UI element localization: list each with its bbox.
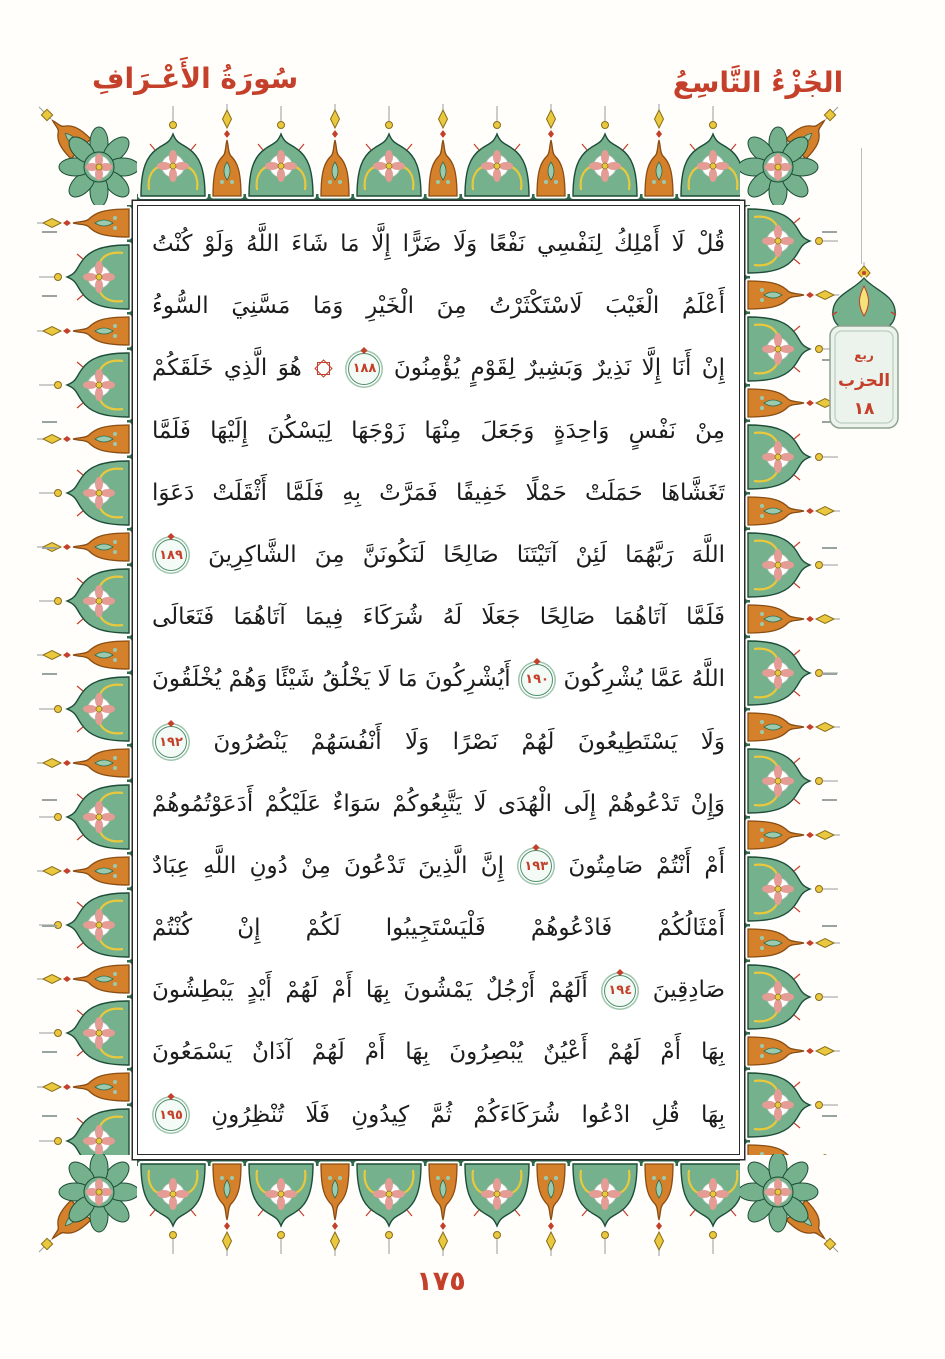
verse-text: تَغَشَّاهَا حَمَلَتْ حَمْلًا خَفِيفًا فَمَرَّتْ بِهِ فَلَمَّا أَثْقَلَتْ دَعَوَا xyxy=(152,479,725,506)
ornamental-corner-top-right xyxy=(740,103,842,205)
quran-line xyxy=(152,711,725,773)
ayah-number-marker: ١٨٨ xyxy=(348,353,380,385)
quran-line xyxy=(152,462,725,524)
verse-text: صَادِقِينَ xyxy=(652,977,725,1004)
quran-line xyxy=(152,337,725,399)
ornamental-border-bottom xyxy=(137,1156,740,1256)
verse-text: بِهَا قُلِ ادْعُوا شُرَكَاءَكُمْ ثُمَّ كِيدُونِ فَلَا تُنْظِرُونِ xyxy=(211,1101,725,1128)
quran-line xyxy=(152,1021,725,1083)
quran-line xyxy=(152,524,725,586)
verse-text: أَعْلَمُ الْغَيْبَ لَاسْتَكْثَرْتُ مِنَ الْخَيْرِ وَمَا مَسَّنِيَ السُّوءُ xyxy=(152,293,725,320)
quran-text-panel xyxy=(137,205,740,1155)
ornamental-border-left xyxy=(37,205,137,1155)
quran-line xyxy=(152,400,725,462)
medallion-hizb-number: ١٨ xyxy=(853,399,875,419)
verse-text: أَمْثَالُكُمْ فَادْعُوهُمْ فَلْيَسْتَجِيبُوا لَكُمْ إِنْ كُنْتُمْ xyxy=(152,915,725,942)
ornamental-corner-bottom-left xyxy=(35,1154,137,1256)
quran-line xyxy=(152,648,725,710)
verse-text: اللَّهَ رَبَّهُمَا لَئِنْ آتَيْتَنَا صَالِحًا لَنَكُونَنَّ مِنَ الشَّاكِرِينَ xyxy=(208,541,725,568)
quran-line xyxy=(152,959,725,1021)
quran-line xyxy=(152,897,725,959)
verse-text: أَلَهُمْ أَرْجُلٌ يَمْشُونَ بِهَا أَمْ لَهُمْ أَيْدٍ يَبْطِشُونَ xyxy=(152,977,588,1004)
medallion-hizb-label: الحزب xyxy=(837,371,891,391)
ayah-number-marker: ١٩٤ xyxy=(604,975,636,1007)
medallion-quarter-label: ربع xyxy=(854,348,874,362)
verse-text: إِنَّ الَّذِينَ تَدْعُونَ مِنْ دُونِ اللَّهِ عِبَادٌ xyxy=(152,852,505,879)
verse-text: أَمْ أَنْتُمْ صَامِتُونَ xyxy=(568,852,725,879)
hizb-medallion xyxy=(822,262,906,434)
juz-name-header: الجُزْءُ التَّاسِعُ xyxy=(672,66,844,99)
quran-line xyxy=(152,275,725,337)
verse-text: وَإِنْ تَدْعُوهُمْ إِلَى الْهُدَى لَا يَتَّبِعُوكُمْ سَوَاءٌ عَلَيْكُمْ أَدَعَوْتُمُوهُمْ xyxy=(152,790,725,817)
page-number: ١٧٥ xyxy=(416,1266,466,1297)
verse-text: وَلَا يَسْتَطِيعُونَ لَهُمْ نَصْرًا وَلَا أَنْفُسَهُمْ يَنْصُرُونَ xyxy=(213,728,725,755)
verse-text: قُلْ لَا أَمْلِكُ لِنَفْسِي نَفْعًا وَلَا ضَرًّا إِلَّا مَا شَاءَ اللَّهُ وَلَوْ كُنْتُ xyxy=(152,231,725,257)
ornamental-corner-bottom-right xyxy=(740,1154,842,1256)
verse-text: اللَّهُ عَمَّا يُشْرِكُونَ xyxy=(563,666,725,693)
quran-lines xyxy=(152,213,725,1146)
ayah-number-marker: ١٩٥ xyxy=(155,1099,187,1131)
verse-text: فَلَمَّا آتَاهُمَا صَالِحًا جَعَلَا لَهُ شُرَكَاءَ فِيمَا آتَاهُمَا فَتَعَالَى xyxy=(152,604,725,631)
quran-line xyxy=(152,835,725,897)
quran-line xyxy=(152,1084,725,1146)
verse-text: هُوَ الَّذِي خَلَقَكُمْ xyxy=(152,355,302,382)
quran-line xyxy=(152,586,725,648)
verse-text: مِنْ نَفْسٍ وَاحِدَةٍ وَجَعَلَ مِنْهَا زَوْجَهَا لِيَسْكُنَ إِلَيْهَا فَلَمَّا xyxy=(152,417,725,444)
quran-line xyxy=(152,213,725,275)
ayah-number-marker: ١٨٩ xyxy=(155,539,187,571)
ayah-number-marker: ١٩٣ xyxy=(520,850,552,882)
ornamental-corner-top-left xyxy=(35,103,137,205)
ornamental-border-top xyxy=(137,104,740,204)
verse-text: أَيُشْرِكُونَ مَا لَا يَخْلُقُ شَيْئًا وَهُمْ يُخْلَقُونَ xyxy=(152,666,511,693)
surah-name-header: سُورَةُ الأَعْـرَافِ xyxy=(92,62,299,95)
verse-text: إِنْ أَنَا إِلَّا نَذِيرٌ وَبَشِيرٌ لِقَوْمٍ يُؤْمِنُونَ xyxy=(393,355,725,382)
margin-guide-line xyxy=(861,148,862,264)
verse-text: بِهَا أَمْ لَهُمْ أَعْيُنٌ يُبْصِرُونَ بِهَا أَمْ لَهُمْ آذَانٌ يَسْمَعُونَ xyxy=(152,1039,725,1066)
ayah-number-marker: ١٩٢ xyxy=(155,726,187,758)
rub-el-hizb-icon xyxy=(317,362,330,375)
quran-line xyxy=(152,773,725,835)
ayah-number-marker: ١٩٠ xyxy=(521,664,553,696)
